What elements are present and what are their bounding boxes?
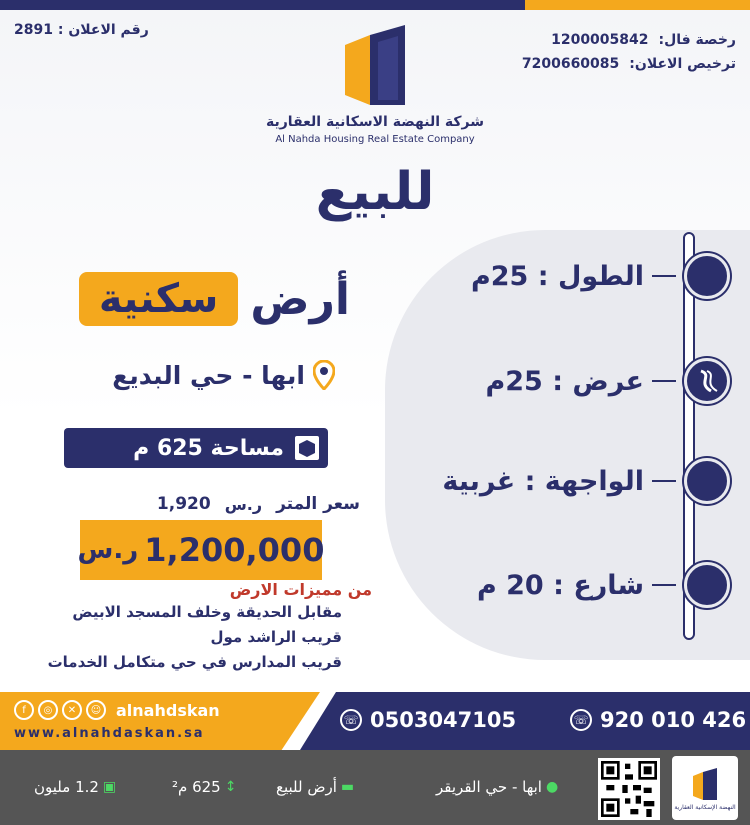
list-item: قريب المدارس في حي متكامل الخدمات	[47, 653, 342, 671]
location-pin-icon: ●	[545, 779, 559, 795]
unified-number[interactable]: ☏ 920 010 426	[570, 708, 746, 732]
snapchat-icon[interactable]: ☺	[86, 700, 106, 720]
footer-area: ↕ 625 م²	[172, 778, 237, 796]
x-icon[interactable]: ✕	[62, 700, 82, 720]
highlights-title: من مميزات الارض	[229, 580, 372, 599]
meter-price: سعر المتر ر.س 1,920	[156, 494, 360, 514]
website-link[interactable]: www.alnahdaskan.sa	[14, 726, 205, 741]
circle-icon	[684, 253, 730, 299]
highlights-list	[40, 600, 342, 675]
company-logo-icon	[340, 20, 410, 110]
phone-icon: ☏	[340, 709, 362, 731]
footer-price: ▣ 1.2 مليون	[34, 778, 117, 796]
footer-logo: النهضة الإسكانية العقارية	[672, 756, 738, 820]
social-links	[14, 700, 220, 720]
top-strip	[0, 0, 750, 10]
area-bar: مساحة 625 م	[64, 428, 328, 468]
road-icon	[684, 358, 730, 404]
list-item: مقابل الحديقة وخلف المسجد الابيض	[72, 603, 342, 621]
box-icon	[294, 435, 320, 461]
circle-icon	[684, 458, 730, 504]
footer-type: ▬ أرض للبيع	[276, 778, 355, 796]
mobile-number[interactable]: ☏ 0503047105	[340, 708, 516, 732]
footer-location: ● ابها - حي القريقر	[436, 778, 559, 796]
footer-bar	[0, 750, 750, 825]
qr-code-icon[interactable]	[598, 758, 660, 820]
feature-width: عرض : 25م	[485, 358, 730, 404]
land-title: أرض سكنية	[90, 272, 350, 326]
location: ابها - حي البديع	[80, 360, 335, 390]
feature-length: الطول : 25م	[471, 253, 730, 299]
company-name-en: Al Nahda Housing Real Estate Company	[275, 134, 475, 145]
total-price: ر.س 1,200,000	[80, 520, 322, 580]
instagram-icon[interactable]: ◎	[38, 700, 58, 720]
list-item: قريب الراشد مول	[210, 628, 342, 646]
land-type-badge: سكنية	[79, 272, 239, 326]
contact-bar	[0, 692, 750, 750]
headline: للبيع	[315, 162, 435, 222]
wallet-icon: ▣	[102, 779, 117, 795]
feature-street: شارع : 20 م	[477, 562, 730, 608]
license-info: رخصة فال: 1200005842 ترخيص الاعلان: 7200660085	[521, 32, 736, 72]
company-logo-icon	[689, 766, 721, 802]
area-icon: ↕	[224, 779, 237, 795]
land-icon: ▬	[340, 779, 355, 795]
riyal-icon: ر.س	[224, 494, 263, 514]
company-name-ar: شركة النهضة الاسكانية العقارية	[266, 114, 484, 130]
location-pin-icon	[313, 360, 335, 390]
riyal-icon: ر.س	[77, 535, 139, 565]
ad-number: رقم الاعلان : 2891	[14, 22, 149, 38]
phone-icon: ☏	[570, 709, 592, 731]
social-handle[interactable]: alnahdskan	[116, 700, 220, 720]
circle-icon	[684, 562, 730, 608]
facebook-icon[interactable]: f	[14, 700, 34, 720]
feature-facade: الواجهة : غربية	[442, 458, 730, 504]
